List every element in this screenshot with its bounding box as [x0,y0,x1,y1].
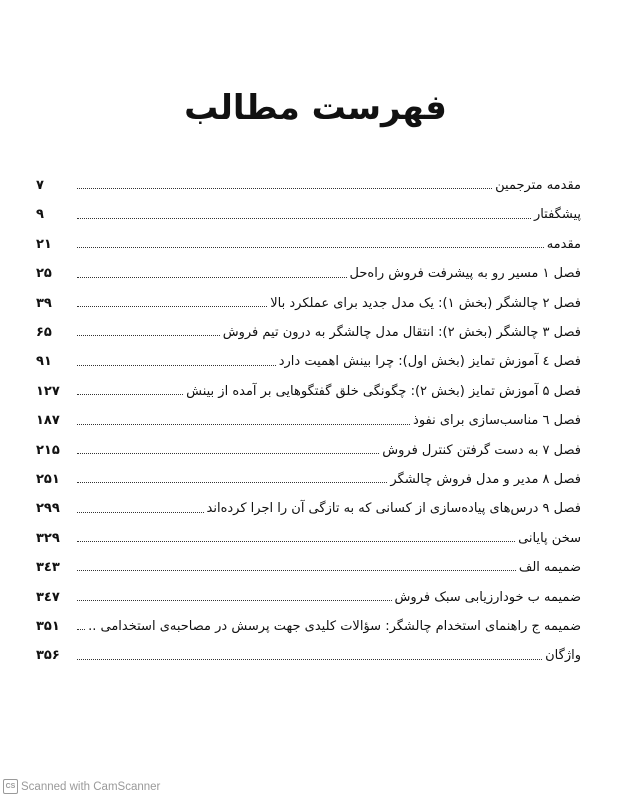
camscanner-watermark [3,779,160,794]
toc-entry-title: پیشگفتار [533,207,581,223]
toc-entry-page-number: ۳۵۶ [36,648,60,664]
dot-leader [77,218,531,219]
dot-leader [77,424,410,425]
dot-leader [77,394,183,395]
toc-entry-title: فصل ۸ مدیر و مدل فروش چالشگر [390,472,581,487]
dot-leader [77,482,387,483]
toc-entry-title: فصل ۲ چالشگر (بخش ۱): یک مدل جدید برای عملکرد بالا [270,295,581,311]
toc-entry-page-number: ۲۱۵ [36,442,60,458]
toc-entry [36,252,581,281]
toc-entry-page-number: ۲۵ [36,266,52,282]
toc-entry-page-number: ۲۹۹ [36,501,60,517]
page-title: فهرست مطالب [184,88,447,128]
toc-entry-title: واژگان [545,648,581,664]
dot-leader [77,659,542,660]
toc-entry-page-number: ۳۹ [36,295,52,311]
toc-entry-page-number: ۳٤۷ [36,589,60,605]
toc-entry-page-number: ۶۵ [36,325,52,341]
toc-entry-title: فصل ۹ درس‌های پیاده‌سازی از کسانی که به تازگی آن را اجرا کرده‌اند [206,501,581,517]
toc-entry-title: مقدمه [546,236,581,252]
toc-entry-page-number: ۳۲۹ [36,530,60,546]
dot-leader [77,335,220,336]
toc-entry [36,487,581,516]
toc-entry-title: ضمیمه الف [518,560,581,576]
toc-entry [36,340,581,369]
camscanner-logo-icon: CS [3,779,18,794]
toc-entry-page-number: ۳۵۱ [36,618,60,634]
dot-leader [77,512,204,513]
toc-entry-page-number: ۲۵۱ [36,472,60,487]
dot-leader [77,600,392,601]
toc-entry [36,605,581,634]
toc-entry-title: فصل ۷ به دست گرفتن کنترل فروش [382,442,581,458]
dot-leader [77,188,492,189]
dot-leader [77,453,379,454]
toc-entry-page-number: ۹ [36,207,44,223]
toc-entry-title: سخن پایانی [518,530,581,546]
toc-entry-page-number: ۱۸۷ [36,413,60,429]
dot-leader [77,570,516,571]
toc-entry-title: فصل ٦ مناسب‌سازی برای نفوذ [413,413,581,429]
toc-entry-page-number: ۷ [36,178,44,194]
toc-entry [36,458,581,487]
toc-entry-page-number: ۹۱ [36,354,52,370]
toc-entry-title: فصل ۵ آموزش تمایز (بخش ۲): چگونگی خلق گفتگوهایی بر آمده از بینش [186,383,581,399]
dot-leader [77,365,276,366]
toc-entry-title: فصل ۱ مسیر رو به پیشرفت فروش راه‌حل [349,266,581,282]
toc-entry [36,399,581,428]
toc-entry [36,282,581,311]
toc-entry-page-number: ۱۲۷ [36,383,60,399]
dot-leader [77,541,515,542]
dot-leader [77,306,267,307]
dot-leader [77,277,347,278]
dot-leader [77,629,85,630]
watermark-text: Scanned with CamScanner [21,780,161,793]
toc-entry-title: ضمیمه ج راهنمای استخدام چالشگر: سؤالات کلیدی جهت پرسش در مصاحبه‌ی استخدامی .. [88,618,581,634]
toc-entry [36,517,581,546]
toc-entry-page-number: ۳٤۳ [36,560,60,576]
toc-entry-title: فصل ۳ چالشگر (بخش ۲): انتقال مدل چالشگر به درون تیم فروش [222,325,581,341]
toc-entry [36,193,581,222]
toc-entry [36,429,581,458]
toc-entry [36,575,581,604]
toc-entry [36,546,581,575]
toc-entry [36,634,581,663]
toc-entry-title: مقدمه مترجمین [495,178,581,194]
table-of-contents [36,164,581,664]
toc-entry-page-number: ۲۱ [36,236,52,252]
toc-entry-title: ضمیمه ب خودارزیابی سبک فروش [394,589,581,605]
toc-entry [36,223,581,252]
toc-entry-title: فصل ٤ آموزش تمایز (بخش اول): چرا بینش اهمیت دارد [278,354,581,370]
dot-leader [77,247,544,248]
toc-entry [36,370,581,399]
toc-entry [36,164,581,193]
toc-entry [36,311,581,340]
